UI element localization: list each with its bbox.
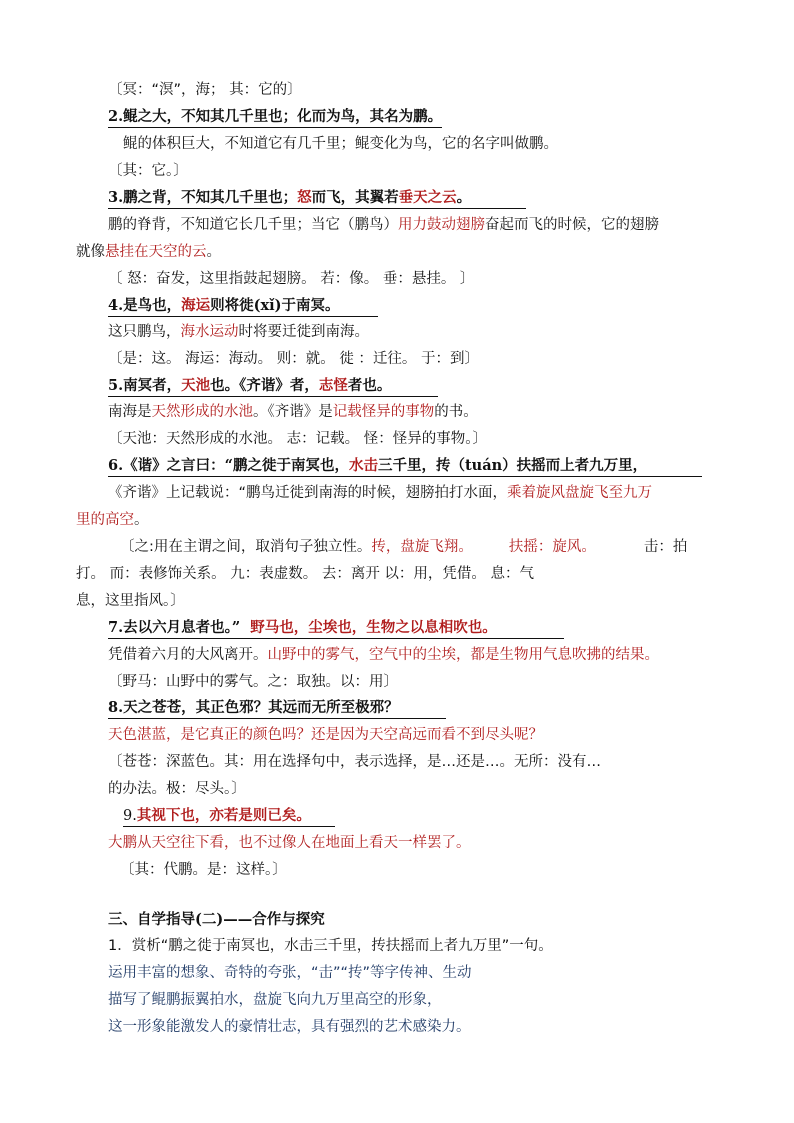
sentence-4-note: 〔是：这。 海运：海动。 则：就。 徙 ：迁往。 于：到〕 <box>108 351 480 367</box>
sentence-5-translation: 南海是天然形成的水池。《齐谐》是记载怪异的事物的书。 <box>108 404 478 420</box>
note-line: 〔冥：“溟”，海； 其：它的〕 <box>108 82 302 98</box>
sentence-4-heading: 4.是鸟也，海运则将徙(xǐ)于南冥。 <box>108 296 378 317</box>
sentence-5-heading: 5.南冥者，天池也。《齐谐》者，志怪者也。 <box>108 376 438 397</box>
sentence-2-heading: 2.鲲之大，不知其几千里也；化而为鸟，其名为鹏。 <box>108 107 442 128</box>
sentence-3-heading: 3.鹏之背，不知其几千里也；怒而飞，其翼若垂天之云。 <box>108 188 526 209</box>
sentence-8-note-1: 〔苍苍：深蓝色。其：用在选择句中，表示选择，是…还是…。无所：没有… <box>108 754 601 770</box>
sentence-3-note: 〔 怒：奋发，这里指鼓起翅膀。 若：像。 垂：悬挂。 〕 <box>108 271 475 287</box>
sentence-9-heading: 9.其视下也，亦若是则已矣。 <box>123 806 335 827</box>
sentence-4-translation: 这只鹏鸟，海水运动时将要迁徙到南海。 <box>108 324 369 340</box>
sentence-7-translation: 凭借着六月的大风离开。山野中的雾气，空气中的尘埃，都是生物用气息吹拂的结果。 <box>108 647 659 663</box>
sentence-3-translation-1: 鹏的脊背，不知道它长几千里；当它（鹏鸟）用力鼓动翅膀奋起而飞的时候，它的翅膀 <box>108 217 659 233</box>
sentence-6-heading: 6.《谐》之言曰：“鹏之徙于南冥也，水击三千里，抟（tuán）扶摇而上者九万里， <box>108 456 702 477</box>
sentence-7-heading: 7.去以六月息者也。” 野马也，尘埃也，生物之以息相吹也。 <box>108 618 564 639</box>
sentence-2-note: 〔其：它。〕 <box>108 163 188 179</box>
sentence-9-translation: 大鹏从天空往下看，也不过像人在地面上看天一样罢了。 <box>108 835 471 851</box>
sentence-6-note-1: 〔之:用在主谓之间，取消句子独立性。抟，盘旋飞翔。 扶摇：旋风。 击：拍 <box>120 539 688 555</box>
section-3-title: 三、自学指导(二)——合作与探究 <box>108 911 325 928</box>
section-3-answer-line-3: 这一形象能激发人的豪情壮志，具有强烈的艺术感染力。 <box>108 1019 471 1035</box>
section-3-answer-line-2: 描写了鲲鹏振翼拍水，盘旋飞向九万里高空的形象， <box>108 992 442 1008</box>
sentence-8-note-2: 的办法。极：尽头。〕 <box>108 781 246 797</box>
sentence-6-translation-1: 《齐谐》上记载说：“鹏鸟迁徙到南海的时候，翅膀拍打水面，乘着旋风盘旋飞至九万 <box>108 485 653 501</box>
section-3-question-1: 1．赏析“鹏之徙于南冥也，水击三千里，抟扶摇而上者九万里”一句。 <box>108 938 553 954</box>
sentence-3-translation-2: 就像悬挂在天空的云。 <box>76 244 221 260</box>
sentence-6-note-3: 息，这里指风。〕 <box>76 593 185 609</box>
sentence-7-note: 〔野马：山野中的雾气。之：取独。以：用〕 <box>108 674 398 690</box>
sentence-8-heading: 8.天之苍苍，其正色邪？其远而无所至极邪？ <box>108 698 446 719</box>
sentence-8-translation: 天色湛蓝，是它真正的颜色吗？还是因为天空高远而看不到尽头呢？ <box>108 727 543 743</box>
sentence-6-translation-2: 里的高空。 <box>76 512 149 528</box>
sentence-5-note: 〔天池：天然形成的水池。 志：记载。 怪：怪异的事物。〕 <box>108 431 487 447</box>
section-3-answer-line-1: 运用丰富的想象、奇特的夸张，“击”“抟”等字传神、生动 <box>108 965 472 981</box>
sentence-2-translation: 鲲的体积巨大，不知道它有几千里；鲲变化为鸟，它的名字叫做鹏。 <box>123 136 558 152</box>
sentence-6-note-2: 打。 而：表修饰关系。 九：表虚数。 去：离开 以：用，凭借。 息：气 <box>76 566 535 582</box>
sentence-9-note: 〔其：代鹏。是：这样。〕 <box>120 862 287 878</box>
